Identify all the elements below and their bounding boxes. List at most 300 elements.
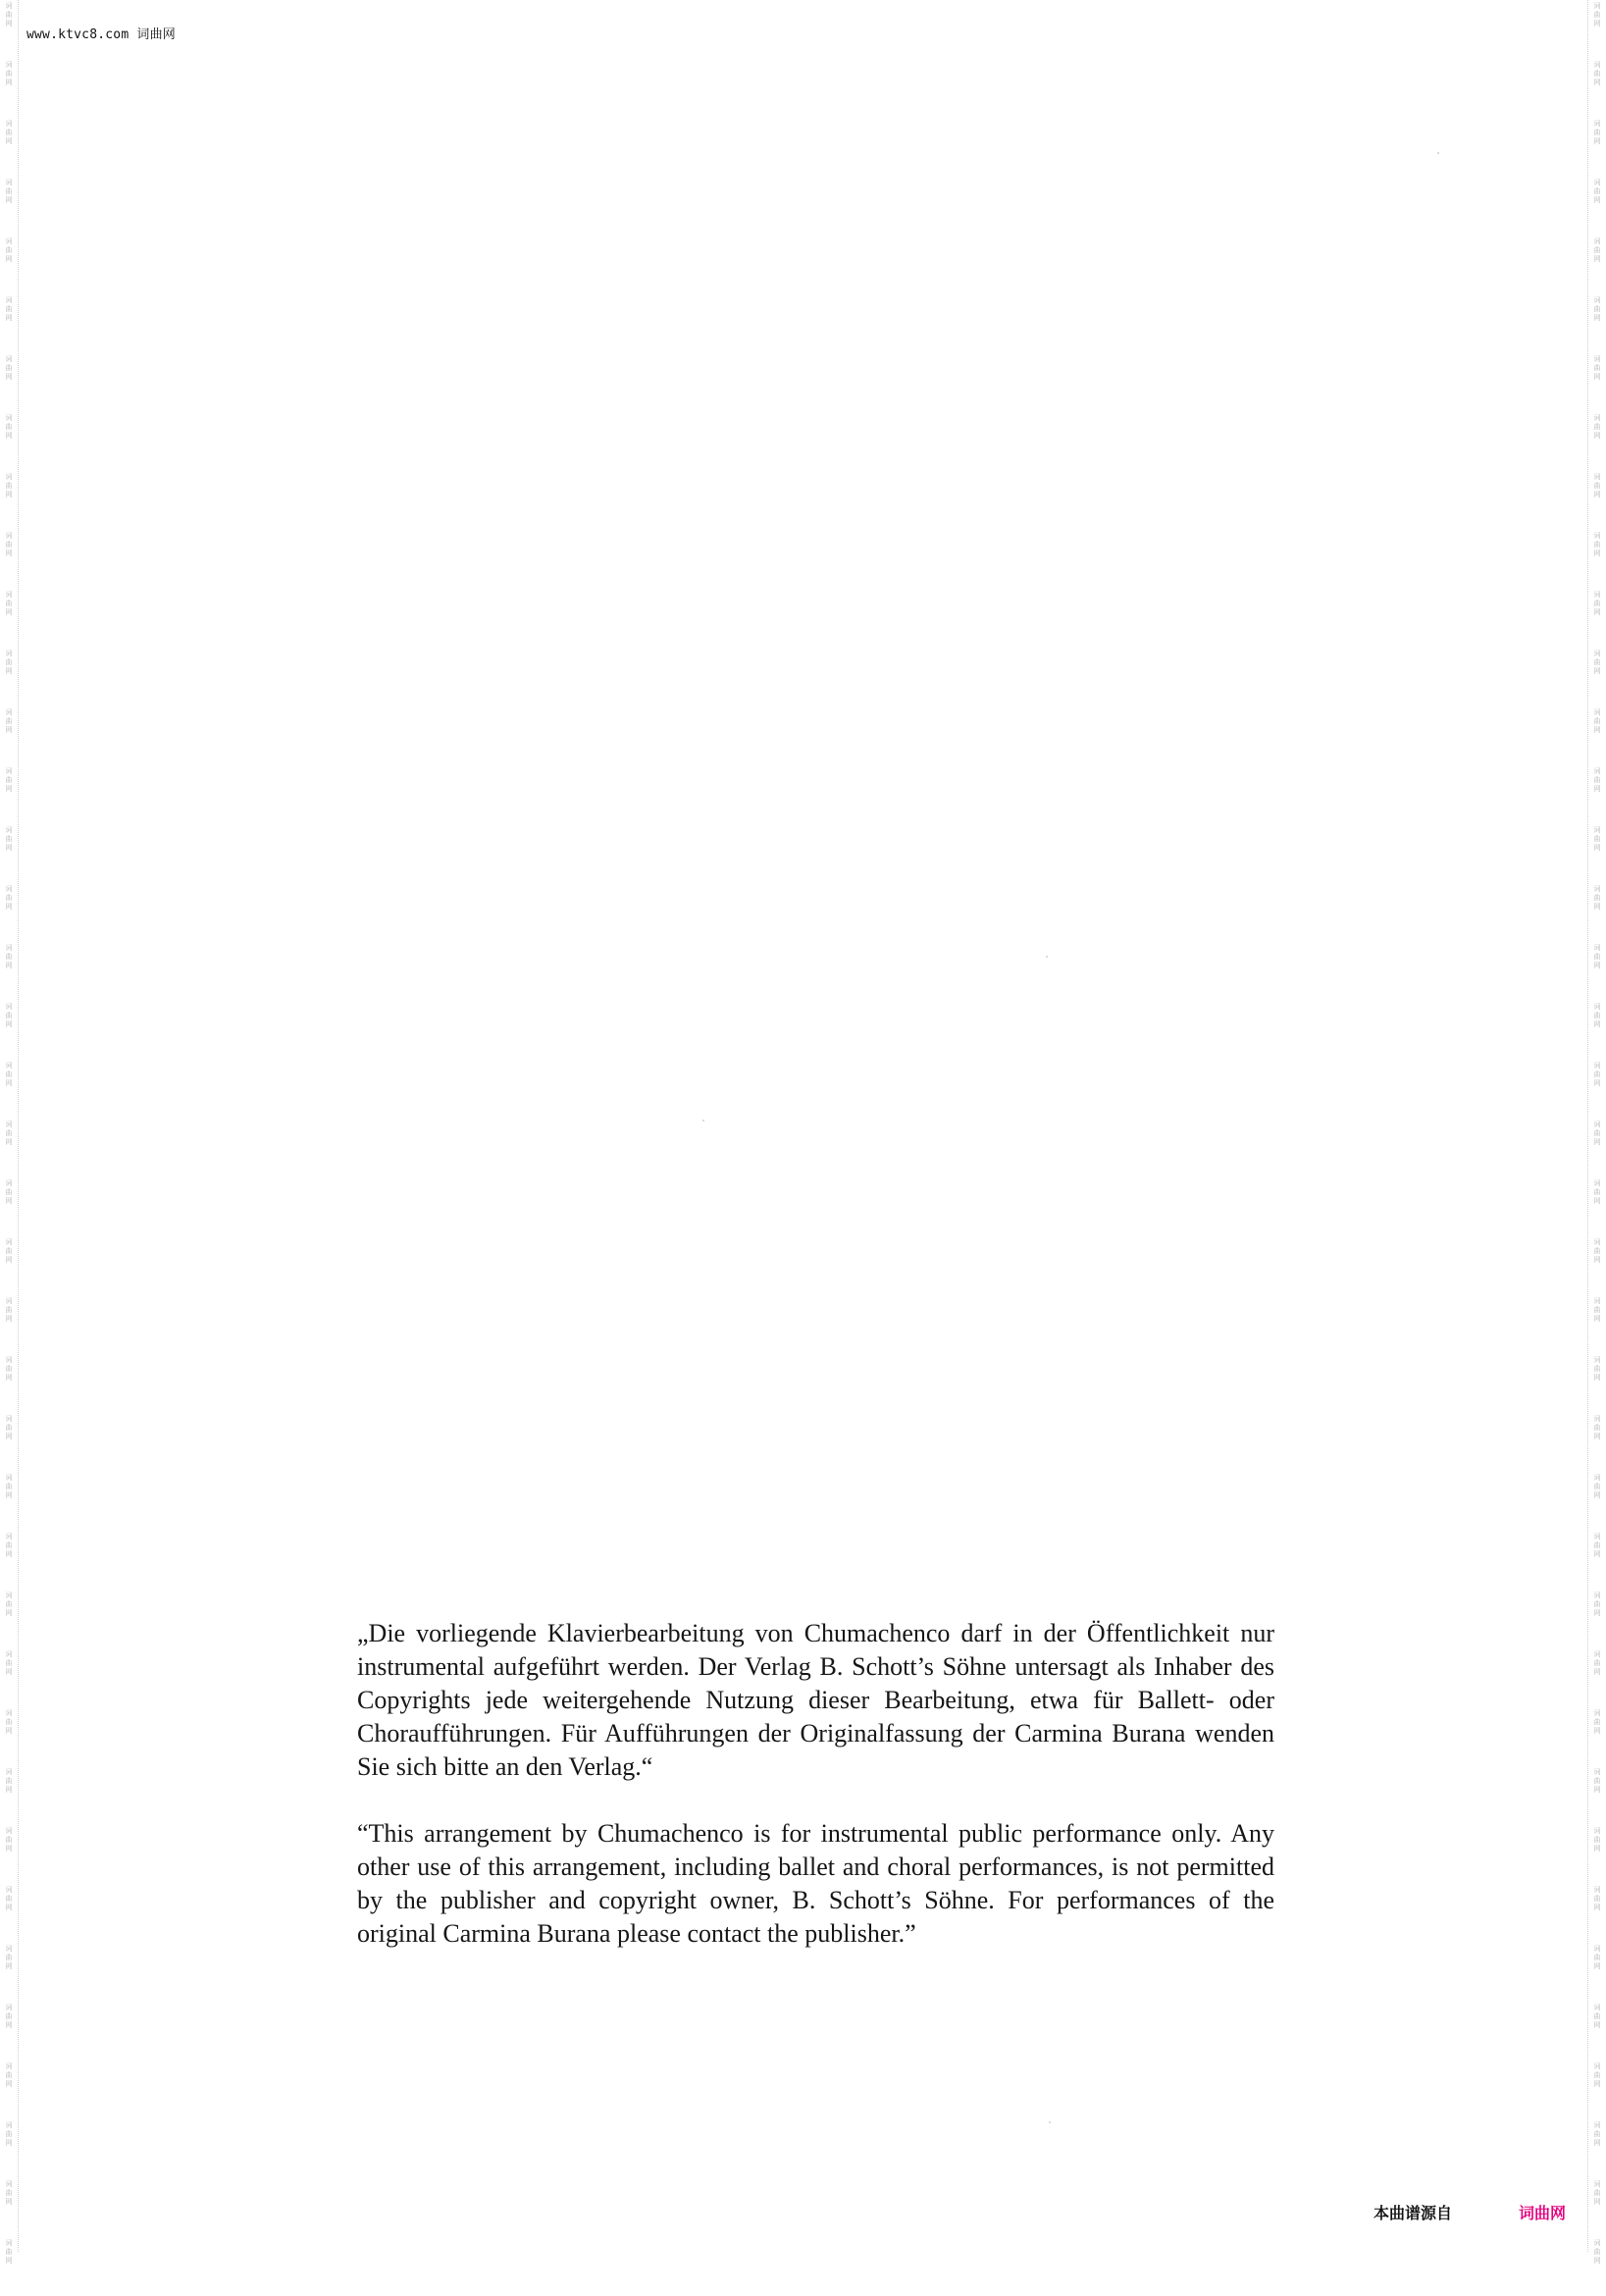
watermark-char: 曲 (5, 1718, 13, 1726)
watermark-stamp (0, 883, 18, 942)
watermark-char: 曲 (5, 11, 13, 19)
watermark-char: 曲 (1593, 1129, 1601, 1137)
watermark-char: 词 (1593, 1062, 1601, 1070)
watermark-char: 网 (1593, 20, 1601, 27)
watermark-stamp (0, 59, 18, 118)
watermark-stamp (1588, 118, 1606, 177)
watermark-char: 网 (1593, 255, 1601, 263)
footer-source-label: 本曲谱源自 (1373, 2204, 1453, 2222)
watermark-char: 曲 (5, 776, 13, 784)
watermark-char: 词 (1593, 591, 1601, 599)
watermark-char: 词 (5, 591, 13, 599)
watermark-char: 网 (1593, 314, 1601, 322)
watermark-stamp (1588, 2119, 1606, 2178)
watermark-char: 词 (5, 414, 13, 422)
watermark-char: 网 (1593, 1786, 1601, 1794)
watermark-char: 曲 (5, 717, 13, 725)
watermark-char: 网 (5, 785, 13, 793)
watermark-char: 曲 (1593, 1659, 1601, 1667)
watermark-stamp (0, 1119, 18, 1177)
watermark-char: 词 (1593, 767, 1601, 775)
watermark-stamp (1588, 59, 1606, 118)
watermark-stamp (0, 1060, 18, 1119)
watermark-char: 网 (5, 137, 13, 145)
watermark-stamp (1588, 471, 1606, 530)
watermark-char: 网 (1593, 1374, 1601, 1382)
watermark-char: 网 (5, 2198, 13, 2206)
watermark-char: 词 (1593, 2062, 1601, 2070)
watermark-char: 网 (5, 1256, 13, 1264)
watermark-stamp (0, 2178, 18, 2237)
watermark-char: 词 (1593, 885, 1601, 893)
watermark-char: 网 (5, 1020, 13, 1028)
watermark-stamp (1588, 177, 1606, 235)
scan-speck (1049, 2121, 1051, 2123)
watermark-char: 网 (5, 1550, 13, 1558)
watermark-char: 词 (5, 2121, 13, 2129)
watermark-char: 曲 (5, 423, 13, 431)
watermark-stamp (1588, 1472, 1606, 1531)
watermark-char: 网 (5, 608, 13, 616)
notice-german: „Die vorliegende Klavierbearbeitung von Chumachenco darf in der Öffentlichkeit nur instrumental aufgeführt werden. Der Verlag B. Schott’s Söhne untersagt als Inhaber des Copyrights jede weitergehende Nutzung dieser Bearbeitung, etwa für Ballett- oder Choraufführungen. Für Aufführungen der Originalfassung der Carmina Burana wenden Sie sich bitte an den Verlag.“ (357, 1619, 1274, 1781)
watermark-char: 词 (5, 355, 13, 363)
watermark-char: 曲 (1593, 1247, 1601, 1255)
watermark-char: 词 (5, 179, 13, 186)
watermark-char: 网 (1593, 196, 1601, 204)
watermark-char: 曲 (1593, 776, 1601, 784)
watermark-char: 网 (5, 196, 13, 204)
watermark-char: 网 (5, 491, 13, 498)
watermark-stamp (1588, 1943, 1606, 2002)
watermark-char: 曲 (5, 246, 13, 254)
watermark-char: 网 (5, 373, 13, 381)
watermark-char: 词 (1593, 1768, 1601, 1776)
watermark-char: 曲 (5, 953, 13, 961)
watermark-char: 网 (5, 78, 13, 86)
watermark-stamp (1588, 765, 1606, 824)
watermark-char: 曲 (5, 1777, 13, 1785)
watermark-char: 曲 (1593, 1954, 1601, 1961)
watermark-char: 词 (1593, 2121, 1601, 2129)
watermark-char: 曲 (1593, 600, 1601, 607)
watermark-char: 词 (5, 61, 13, 69)
watermark-char: 词 (5, 1650, 13, 1658)
watermark-stamp (1588, 0, 1606, 59)
watermark-char: 曲 (1593, 658, 1601, 666)
watermark-char: 词 (1593, 1533, 1601, 1540)
watermark-char: 曲 (1593, 2130, 1601, 2138)
watermark-char: 网 (5, 2139, 13, 2147)
watermark-char: 词 (1593, 1827, 1601, 1835)
footer-brand-link[interactable]: 词曲网 (1519, 2204, 1567, 2222)
watermark-char: 曲 (1593, 305, 1601, 313)
watermark-char: 曲 (5, 1483, 13, 1490)
watermark-stamp (1588, 235, 1606, 294)
watermark-stamp (0, 353, 18, 412)
watermark-char: 词 (5, 1768, 13, 1776)
watermark-char: 词 (5, 1709, 13, 1717)
watermark-char: 曲 (1593, 2189, 1601, 2197)
watermark-stamp (1588, 1119, 1606, 1177)
watermark-char: 曲 (1593, 953, 1601, 961)
watermark-stamp (0, 1531, 18, 1590)
watermark-char: 词 (1593, 1650, 1601, 1658)
watermark-char: 曲 (1593, 1483, 1601, 1490)
watermark-char: 网 (5, 1197, 13, 1205)
watermark-char: 曲 (1593, 1777, 1601, 1785)
scan-speck (1437, 152, 1439, 154)
watermark-char: 词 (1593, 708, 1601, 716)
watermark-char: 曲 (5, 1836, 13, 1844)
watermark-stamp (0, 706, 18, 765)
watermark-char: 词 (1593, 61, 1601, 69)
watermark-stamp (1588, 2061, 1606, 2119)
watermark-stamp (0, 589, 18, 648)
watermark-char: 词 (1593, 120, 1601, 128)
watermark-stamp (0, 2237, 18, 2296)
watermark-char: 网 (5, 1786, 13, 1794)
watermark-char: 网 (1593, 844, 1601, 852)
watermark-stamp (0, 530, 18, 589)
watermark-char: 网 (1593, 549, 1601, 557)
watermark-stamp (1588, 883, 1606, 942)
watermark-char: 网 (5, 1668, 13, 1676)
watermark-char: 词 (5, 296, 13, 304)
watermark-char: 网 (1593, 667, 1601, 675)
watermark-char: 网 (1593, 137, 1601, 145)
watermark-char: 曲 (5, 1659, 13, 1667)
watermark-char: 曲 (1593, 129, 1601, 136)
watermark-char: 曲 (1593, 1070, 1601, 1078)
watermark-char: 网 (1593, 608, 1601, 616)
watermark-char: 网 (1593, 1433, 1601, 1440)
watermark-char: 词 (5, 1179, 13, 1187)
watermark-char: 曲 (1593, 1600, 1601, 1608)
watermark-char: 词 (1593, 1592, 1601, 1599)
watermark-stamp (1588, 1884, 1606, 1943)
watermark-char: 词 (5, 1415, 13, 1423)
watermark-char: 曲 (1593, 894, 1601, 902)
watermark-stamp (0, 1413, 18, 1472)
watermark-char: 网 (5, 1962, 13, 1970)
watermark-char: 词 (5, 237, 13, 245)
watermark-char: 词 (5, 1356, 13, 1364)
watermark-stamp (0, 294, 18, 353)
watermark-stamp (0, 1295, 18, 1354)
watermark-char: 网 (1593, 1727, 1601, 1735)
watermark-char: 词 (1593, 1886, 1601, 1894)
watermark-stamp (1588, 1177, 1606, 1236)
watermark-char: 词 (5, 532, 13, 540)
watermark-char: 网 (5, 903, 13, 911)
watermark-char: 曲 (5, 1541, 13, 1549)
notice-english: “This arrangement by Chumachenco is for instrumental public performance only. Any other use of this arrangement, including ballet and choral performances, is not permitted by the publisher and copyright owner, B. Schott’s Söhne. For performances of the original Carmina Burana please contact the publisher.” (357, 1819, 1274, 1948)
watermark-stamp (1588, 412, 1606, 471)
watermark-char: 词 (1593, 237, 1601, 245)
watermark-char: 曲 (1593, 717, 1601, 725)
watermark-stamp (0, 1236, 18, 1295)
watermark-char: 网 (5, 1904, 13, 1911)
watermark-char: 词 (5, 944, 13, 952)
watermark-stamp (0, 648, 18, 706)
watermark-char: 词 (1593, 944, 1601, 952)
watermark-stamp (0, 1825, 18, 1884)
watermark-char: 曲 (1593, 2071, 1601, 2079)
watermark-char: 曲 (1593, 1718, 1601, 1726)
watermark-stamp (1588, 1707, 1606, 1766)
watermark-char: 网 (5, 1079, 13, 1087)
watermark-char: 网 (1593, 2139, 1601, 2147)
watermark-char: 网 (5, 1138, 13, 1146)
watermark-char: 曲 (5, 600, 13, 607)
watermark-char: 词 (5, 650, 13, 657)
watermark-char: 网 (5, 1315, 13, 1323)
watermark-stamp (0, 0, 18, 59)
watermark-char: 词 (5, 885, 13, 893)
watermark-char: 曲 (5, 70, 13, 78)
watermark-char: 词 (5, 1003, 13, 1011)
watermark-stamp (1588, 1236, 1606, 1295)
watermark-char: 网 (1593, 1079, 1601, 1087)
watermark-char: 曲 (1593, 11, 1601, 19)
watermark-char: 网 (1593, 373, 1601, 381)
watermark-char: 网 (5, 1374, 13, 1382)
watermark-stamp (1588, 1001, 1606, 1060)
watermark-char: 网 (1593, 2257, 1601, 2265)
watermark-char: 网 (1593, 1197, 1601, 1205)
watermark-char: 网 (5, 844, 13, 852)
watermark-stamp (0, 2119, 18, 2178)
watermark-char: 词 (5, 1062, 13, 1070)
watermark-char: 曲 (1593, 1424, 1601, 1432)
watermark-stamp (1588, 706, 1606, 765)
watermark-stamp (1588, 824, 1606, 883)
watermark-char: 词 (1593, 2239, 1601, 2247)
watermark-char: 网 (1593, 491, 1601, 498)
watermark-char: 词 (1593, 296, 1601, 304)
watermark-stamp (1588, 530, 1606, 589)
watermark-char: 曲 (1593, 1895, 1601, 1903)
watermark-char: 词 (5, 1238, 13, 1246)
watermark-stamp (1588, 1354, 1606, 1413)
watermark-char: 曲 (1593, 1836, 1601, 1844)
watermark-char: 词 (1593, 473, 1601, 481)
watermark-char: 网 (1593, 2198, 1601, 2206)
watermark-char: 网 (5, 2080, 13, 2088)
watermark-char: 词 (5, 1827, 13, 1835)
watermark-char: 网 (5, 2257, 13, 2265)
watermark-char: 网 (5, 1609, 13, 1617)
watermark-char: 网 (1593, 432, 1601, 440)
watermark-char: 网 (1593, 1138, 1601, 1146)
watermark-stamp (0, 118, 18, 177)
watermark-char: 词 (5, 1945, 13, 1953)
watermark-char: 曲 (1593, 1306, 1601, 1314)
watermark-stamp (0, 1177, 18, 1236)
scan-speck (702, 1120, 704, 1122)
watermark-stamp (1588, 294, 1606, 353)
watermark-char: 词 (1593, 826, 1601, 834)
watermark-char: 曲 (5, 835, 13, 843)
watermark-char: 词 (1593, 2, 1601, 10)
watermark-stamp (1588, 2002, 1606, 2061)
watermark-char: 词 (5, 826, 13, 834)
watermark-stamp (1588, 1766, 1606, 1825)
watermark-char: 曲 (1593, 1188, 1601, 1196)
watermark-char: 词 (1593, 1003, 1601, 1011)
watermark-char: 曲 (1593, 1012, 1601, 1019)
watermark-char: 网 (1593, 962, 1601, 969)
watermark-char: 词 (5, 708, 13, 716)
watermark-stamp (1588, 1648, 1606, 1707)
watermark-stamp (1588, 648, 1606, 706)
watermark-char: 曲 (5, 1954, 13, 1961)
watermark-char: 曲 (5, 187, 13, 195)
watermark-char: 曲 (5, 1247, 13, 1255)
watermark-char: 词 (5, 2239, 13, 2247)
watermark-stamp (1588, 1295, 1606, 1354)
watermark-char: 网 (5, 1845, 13, 1852)
watermark-char: 网 (1593, 1668, 1601, 1676)
watermark-char: 词 (1593, 1297, 1601, 1305)
watermark-stamp (0, 1884, 18, 1943)
watermark-char: 词 (5, 2062, 13, 2070)
watermark-char: 曲 (1593, 423, 1601, 431)
watermark-char: 曲 (5, 364, 13, 372)
watermark-stamp (0, 177, 18, 235)
watermark-char: 词 (1593, 1356, 1601, 1364)
watermark-stamp (0, 942, 18, 1001)
watermark-stamp (1588, 1531, 1606, 1590)
watermark-char: 网 (1593, 1845, 1601, 1852)
watermark-char: 曲 (1593, 2012, 1601, 2020)
watermark-stamp (1588, 1413, 1606, 1472)
watermark-char: 词 (5, 1592, 13, 1599)
watermark-char: 曲 (5, 1070, 13, 1078)
watermark-char: 词 (5, 2004, 13, 2011)
watermark-char: 网 (1593, 1550, 1601, 1558)
watermark-stamp (0, 2002, 18, 2061)
watermark-stamp (0, 1001, 18, 1060)
watermark-char: 网 (1593, 1020, 1601, 1028)
watermark-char: 词 (1593, 1179, 1601, 1187)
watermark-char: 词 (1593, 2180, 1601, 2188)
copyright-notice (357, 1617, 1274, 1984)
watermark-char: 网 (5, 314, 13, 322)
watermark-char: 词 (5, 1474, 13, 1482)
watermark-char: 词 (5, 1533, 13, 1540)
watermark-char: 词 (1593, 414, 1601, 422)
watermark-char: 网 (1593, 726, 1601, 734)
watermark-stamp (0, 824, 18, 883)
watermark-char: 曲 (1593, 835, 1601, 843)
watermark-char: 网 (5, 2021, 13, 2029)
watermark-char: 曲 (1593, 1541, 1601, 1549)
watermark-char: 词 (1593, 355, 1601, 363)
watermark-stamp (1588, 1590, 1606, 1648)
watermark-char: 曲 (5, 2248, 13, 2256)
watermark-stamp (0, 1472, 18, 1531)
watermark-char: 网 (5, 432, 13, 440)
watermark-char: 曲 (5, 541, 13, 548)
watermark-char: 词 (1593, 1238, 1601, 1246)
watermark-char: 网 (5, 1727, 13, 1735)
watermark-char: 曲 (1593, 2248, 1601, 2256)
watermark-char: 曲 (5, 894, 13, 902)
watermark-char: 曲 (5, 1306, 13, 1314)
watermark-stamp (0, 2061, 18, 2119)
watermark-char: 网 (5, 962, 13, 969)
watermark-char: 曲 (5, 1600, 13, 1608)
watermark-char: 网 (5, 726, 13, 734)
watermark-char: 曲 (5, 2071, 13, 2079)
watermark-char: 词 (1593, 2004, 1601, 2011)
watermark-char: 曲 (5, 305, 13, 313)
watermark-char: 词 (1593, 1945, 1601, 1953)
watermark-stamp (0, 1943, 18, 2002)
watermark-stamp (1588, 2178, 1606, 2237)
watermark-stamp (0, 765, 18, 824)
watermark-char: 词 (5, 1121, 13, 1128)
watermark-char: 词 (1593, 1415, 1601, 1423)
watermark-char: 词 (1593, 532, 1601, 540)
watermark-stamp (1588, 1825, 1606, 1884)
watermark-char: 曲 (1593, 246, 1601, 254)
watermark-char: 网 (1593, 1315, 1601, 1323)
watermark-char: 网 (1593, 1609, 1601, 1617)
watermark-char: 网 (5, 549, 13, 557)
watermark-char: 曲 (5, 1188, 13, 1196)
watermark-char: 曲 (5, 1895, 13, 1903)
watermark-char: 曲 (1593, 1365, 1601, 1373)
watermark-char: 曲 (1593, 482, 1601, 490)
watermark-char: 词 (5, 1886, 13, 1894)
watermark-stamp (0, 1354, 18, 1413)
watermark-char: 词 (1593, 1121, 1601, 1128)
watermark-stamp (0, 412, 18, 471)
watermark-char: 词 (5, 473, 13, 481)
watermark-char: 词 (1593, 1474, 1601, 1482)
watermark-char: 网 (1593, 78, 1601, 86)
watermark-char: 词 (1593, 1709, 1601, 1717)
watermark-char: 词 (1593, 650, 1601, 657)
watermark-stamp (0, 1707, 18, 1766)
watermark-char: 曲 (5, 658, 13, 666)
watermark-char: 曲 (5, 1365, 13, 1373)
watermark-char: 词 (5, 767, 13, 775)
watermark-char: 曲 (1593, 187, 1601, 195)
watermark-stamp (0, 1766, 18, 1825)
right-watermark-strip (1587, 0, 1606, 2265)
watermark-char: 曲 (5, 482, 13, 490)
header-url-text: www.ktvc8.com 词曲网 (26, 27, 176, 42)
watermark-char: 网 (1593, 2080, 1601, 2088)
watermark-char: 网 (1593, 1256, 1601, 1264)
watermark-char: 词 (5, 2180, 13, 2188)
watermark-char: 曲 (5, 2130, 13, 2138)
watermark-char: 网 (5, 1491, 13, 1499)
watermark-char: 网 (5, 667, 13, 675)
watermark-stamp (1588, 942, 1606, 1001)
watermark-char: 网 (1593, 785, 1601, 793)
watermark-char: 曲 (5, 1012, 13, 1019)
watermark-char: 曲 (5, 2189, 13, 2197)
watermark-char: 词 (5, 120, 13, 128)
watermark-stamp (1588, 2237, 1606, 2296)
scan-speck (1046, 956, 1048, 958)
watermark-char: 网 (1593, 1962, 1601, 1970)
watermark-char: 网 (1593, 1904, 1601, 1911)
